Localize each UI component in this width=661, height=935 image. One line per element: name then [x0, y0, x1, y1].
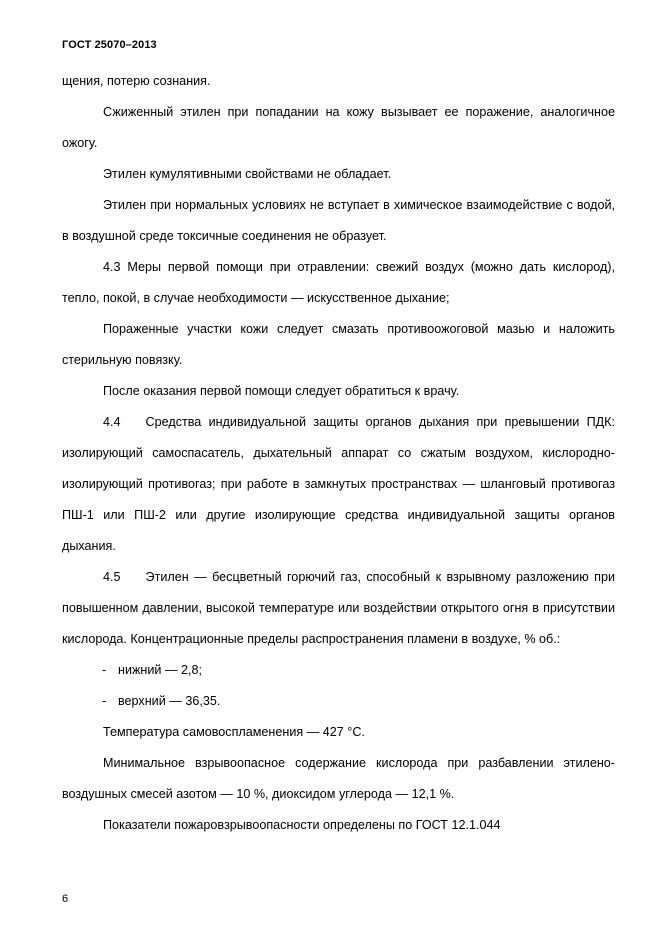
paragraph: Температура самовоспламенения — 427 °C. — [103, 725, 365, 739]
section-4-5-paragraph — [62, 562, 615, 655]
paragraph: Минимальное взрывоопасное содержание кислорода при разбавлении этилено-воздушных смесей азотом — 10 %, диоксидом углерода — 12,1 %. — [62, 756, 615, 801]
section-4-4-paragraph — [62, 407, 615, 562]
paragraph: Этилен кумулятивными свойствами не обладает. — [103, 167, 392, 181]
document-header: ГОСТ 25070–2013 — [62, 39, 157, 51]
document-body — [62, 66, 615, 841]
page-number: 6 — [62, 893, 69, 905]
section-text: Средства индивидуальной защиты органов дыхания при превышении ПДК: изолирующий самоспасатель, дыхательный аппарат со сжатым воздухом, кислородно-изолирующий противогаз; при работе в замкнутых пространствах — шланговый противогаз ПШ-1 или ПШ-2 или другие изолирующие средства индивидуальной защиты органов дыхания. — [62, 415, 615, 553]
list-item — [62, 686, 615, 717]
section-number: 4.5 — [103, 570, 121, 584]
section-4-3-paragraph: 4.3 Меры первой помощи при отравлении: свежий воздух (можно дать кислород), тепло, покой, в случае необходимости — искусственное дыхание; — [62, 260, 615, 305]
list-dash: - — [102, 663, 107, 677]
paragraph: Пораженные участки кожи следует смазать противоожоговой мазью и наложить стерильную повязку. — [62, 322, 615, 367]
paragraph: Показатели пожаровзрывоопасности определены по ГОСТ 12.1.044 — [103, 818, 501, 832]
section-number: 4.4 — [103, 415, 121, 429]
paragraph: Этилен при нормальных условиях не вступает в химическое взаимодействие с водой, в воздушной среде токсичные соединения не образует. — [62, 198, 615, 243]
section-text: Этилен — бесцветный горючий газ, способный к взрывному разложению при повышенном давлении, высокой температуре или воздействии открытого огня в присутствии кислорода. Концентрационные пределы распространения пламени в воздухе, % об.: — [62, 570, 615, 646]
list-item-text: нижний — 2,8; — [118, 663, 203, 677]
paragraph: После оказания первой помощи следует обратиться к врачу. — [103, 384, 460, 398]
list-item — [62, 655, 615, 686]
paragraph: щения, потерю сознания. — [62, 74, 211, 88]
list-dash: - — [102, 694, 107, 708]
paragraph: Сжиженный этилен при попадании на кожу вызывает ее поражение, аналогичное ожогу. — [62, 105, 615, 150]
list-item-text: верхний — 36,35. — [118, 694, 221, 708]
